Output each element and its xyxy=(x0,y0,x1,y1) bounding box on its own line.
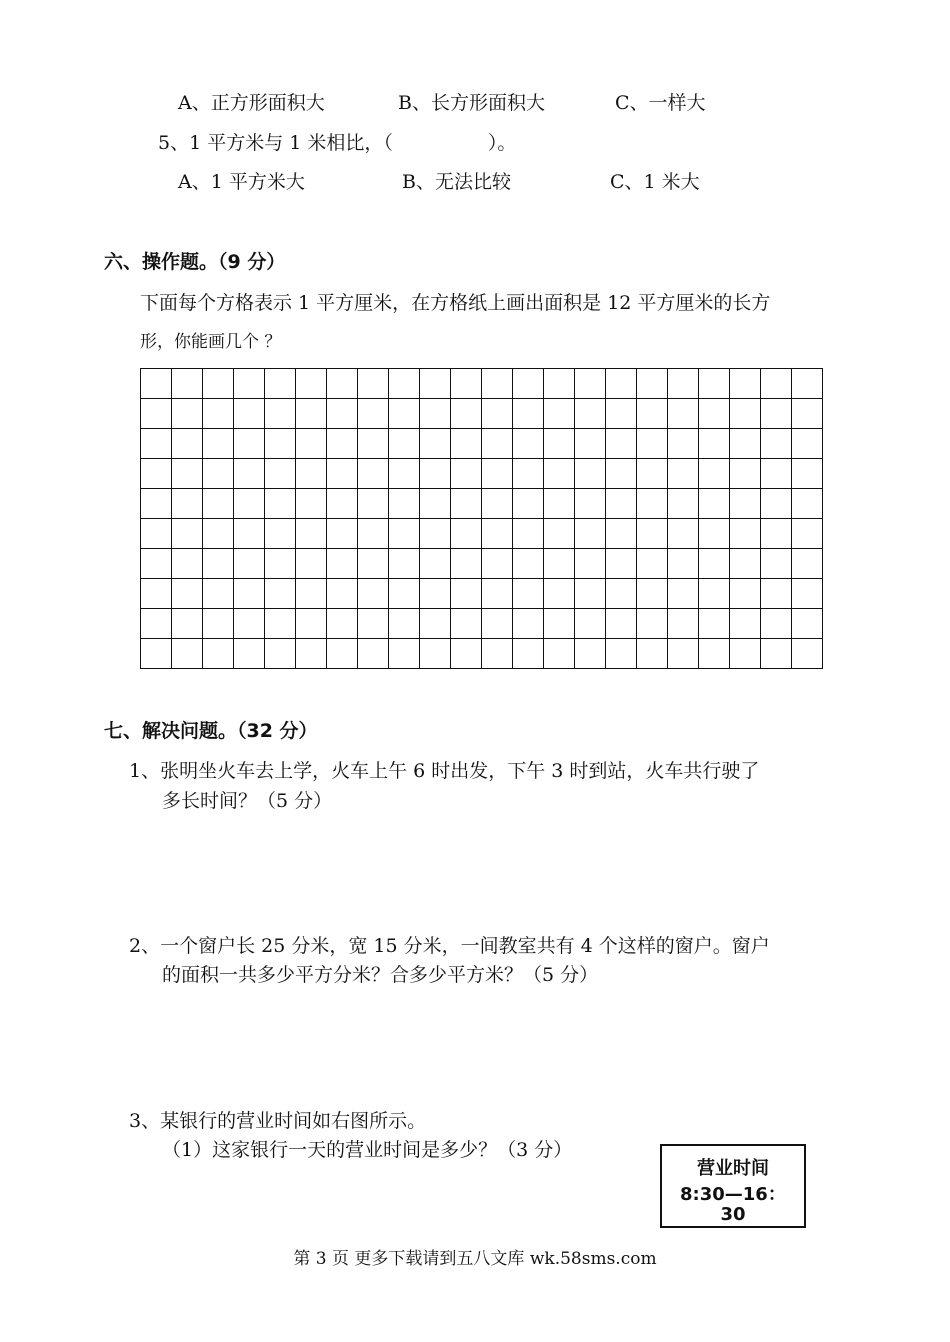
grid-cell xyxy=(513,459,544,489)
grid-cell xyxy=(637,579,668,609)
grid-cell xyxy=(792,459,823,489)
grid-cell xyxy=(513,369,544,399)
grid-cell xyxy=(668,549,699,579)
grid-cell xyxy=(544,609,575,639)
q4-option-b: B、长方形面积大 xyxy=(398,92,545,114)
q5-stem: 5、1 平方米与 1 米相比，（ ）。 xyxy=(158,132,517,154)
grid-cell xyxy=(141,489,172,519)
grid-row xyxy=(141,549,823,579)
grid-cell xyxy=(172,429,203,459)
grid-cell xyxy=(358,459,389,489)
grid-cell xyxy=(606,429,637,459)
grid-row xyxy=(141,639,823,669)
grid-cell xyxy=(761,369,792,399)
grid-cell xyxy=(358,429,389,459)
grid-cell xyxy=(761,519,792,549)
grid-cell xyxy=(265,489,296,519)
grid-cell xyxy=(544,399,575,429)
grid-cell xyxy=(234,489,265,519)
grid-cell xyxy=(730,609,761,639)
grid-cell xyxy=(141,639,172,669)
grid-cell xyxy=(482,549,513,579)
grid-cell xyxy=(513,519,544,549)
grid-cell xyxy=(513,399,544,429)
grid-cell xyxy=(389,429,420,459)
grid-cell xyxy=(358,519,389,549)
grid-cell xyxy=(606,639,637,669)
grid-cell xyxy=(172,579,203,609)
grid-cell xyxy=(575,519,606,549)
grid-cell xyxy=(699,459,730,489)
grid-cell xyxy=(327,549,358,579)
grid-cell xyxy=(389,549,420,579)
grid-cell xyxy=(234,459,265,489)
grid-cell xyxy=(265,519,296,549)
grid-cell xyxy=(513,489,544,519)
grid-cell xyxy=(637,519,668,549)
grid-cell xyxy=(234,579,265,609)
grid-cell xyxy=(420,519,451,549)
grid-cell xyxy=(420,639,451,669)
grid-cell xyxy=(451,609,482,639)
grid-cell xyxy=(420,429,451,459)
q5-option-b: B、无法比较 xyxy=(402,171,511,193)
grid-cell xyxy=(668,579,699,609)
grid-cell xyxy=(296,519,327,549)
grid-cell xyxy=(451,639,482,669)
grid-cell xyxy=(792,369,823,399)
grid-cell xyxy=(699,519,730,549)
grid-cell xyxy=(575,429,606,459)
grid-cell xyxy=(699,369,730,399)
grid-cell xyxy=(389,639,420,669)
grid-row xyxy=(141,579,823,609)
grid-cell xyxy=(513,639,544,669)
grid-cell xyxy=(637,369,668,399)
grid-cell xyxy=(792,519,823,549)
grid-cell xyxy=(265,609,296,639)
problem3-line1: 3、某银行的营业时间如右图所示。 xyxy=(129,1110,427,1132)
grid-cell xyxy=(544,369,575,399)
grid-cell xyxy=(544,549,575,579)
grid-cell xyxy=(203,639,234,669)
grid-cell xyxy=(730,519,761,549)
grid-cell xyxy=(358,489,389,519)
grid-cell xyxy=(358,579,389,609)
grid-cell xyxy=(544,429,575,459)
grid-cell xyxy=(296,399,327,429)
grid-cell xyxy=(668,519,699,549)
grid-cell xyxy=(327,399,358,429)
grid-cell xyxy=(730,489,761,519)
grid-cell xyxy=(730,429,761,459)
page-footer: 第 3 页 更多下载请到五八文库 wk.58sms.com xyxy=(293,1249,657,1269)
grid-cell xyxy=(451,399,482,429)
grid-cell xyxy=(637,489,668,519)
grid-cell xyxy=(141,369,172,399)
grid-cell xyxy=(699,639,730,669)
grid-cell xyxy=(482,429,513,459)
grid-cell xyxy=(203,459,234,489)
grid-cell xyxy=(327,369,358,399)
grid-cell xyxy=(296,609,327,639)
grid-cell xyxy=(172,639,203,669)
grid-cell xyxy=(575,489,606,519)
grid-cell xyxy=(172,609,203,639)
grid-cell xyxy=(482,459,513,489)
grid-cell xyxy=(296,459,327,489)
grid-cell xyxy=(172,489,203,519)
grid-cell xyxy=(420,489,451,519)
grid-cell xyxy=(575,609,606,639)
problem3-sub1: （1）这家银行一天的营业时间是多少？（3 分） xyxy=(162,1139,573,1161)
grid-cell xyxy=(668,399,699,429)
q5-option-a: A、1 平方米大 xyxy=(178,171,305,193)
grid-cell xyxy=(792,579,823,609)
grid-cell xyxy=(451,579,482,609)
grid-cell xyxy=(327,579,358,609)
grid-cell xyxy=(234,399,265,429)
grid-cell xyxy=(482,489,513,519)
grid-cell xyxy=(606,609,637,639)
grid-cell xyxy=(420,399,451,429)
grid-cell xyxy=(575,399,606,429)
grid-cell xyxy=(296,429,327,459)
grid-cell xyxy=(699,399,730,429)
grid-cell xyxy=(637,399,668,429)
grid-cell xyxy=(792,489,823,519)
grid-cell xyxy=(203,579,234,609)
problem2-line2: 的面积一共多少平方分米？合多少平方米？（5 分） xyxy=(162,964,599,986)
grid-row xyxy=(141,459,823,489)
grid-cell xyxy=(730,639,761,669)
business-hours-title: 营业时间 xyxy=(697,1158,769,1179)
grid-cell xyxy=(730,369,761,399)
grid-cell xyxy=(761,609,792,639)
grid-cell xyxy=(761,429,792,459)
grid-cell xyxy=(699,609,730,639)
grid-cell xyxy=(606,369,637,399)
grid-cell xyxy=(265,459,296,489)
grid-cell xyxy=(668,639,699,669)
grid-cell xyxy=(420,369,451,399)
grid-cell xyxy=(420,549,451,579)
business-hours-value-line1: 8:30—16： xyxy=(680,1184,786,1205)
grid-cell xyxy=(606,459,637,489)
grid-cell xyxy=(761,579,792,609)
grid-cell xyxy=(513,429,544,459)
square-grid xyxy=(140,368,823,669)
grid-cell xyxy=(296,549,327,579)
grid-cell xyxy=(699,429,730,459)
grid-cell xyxy=(296,489,327,519)
grid-cell xyxy=(172,399,203,429)
grid-cell xyxy=(730,399,761,429)
grid-cell xyxy=(575,579,606,609)
grid-cell xyxy=(575,549,606,579)
grid-cell xyxy=(203,609,234,639)
grid-cell xyxy=(327,639,358,669)
problem1-line1: 1、张明坐火车去上学，火车上午 6 时出发，下午 3 时到站，火车共行驶了 xyxy=(129,760,760,782)
grid-cell xyxy=(792,429,823,459)
grid-cell xyxy=(482,519,513,549)
grid-cell xyxy=(482,399,513,429)
grid-cell xyxy=(389,459,420,489)
grid-cell xyxy=(141,399,172,429)
grid-cell xyxy=(451,549,482,579)
grid-cell xyxy=(172,549,203,579)
grid-cell xyxy=(451,429,482,459)
grid-cell xyxy=(668,609,699,639)
grid-cell xyxy=(637,609,668,639)
grid-cell xyxy=(761,489,792,519)
grid-cell xyxy=(606,579,637,609)
grid-cell xyxy=(792,399,823,429)
grid-cell xyxy=(792,639,823,669)
grid-cell xyxy=(730,459,761,489)
grid-cell xyxy=(203,519,234,549)
grid-cell xyxy=(265,399,296,429)
grid-cell xyxy=(792,609,823,639)
section6-text-line2: 形，你能画几个 ？ xyxy=(140,332,282,352)
grid-cell xyxy=(420,609,451,639)
grid-cell xyxy=(420,459,451,489)
grid-cell xyxy=(575,459,606,489)
grid-cell xyxy=(637,459,668,489)
grid-cell xyxy=(265,369,296,399)
grid-row xyxy=(141,369,823,399)
grid-row xyxy=(141,609,823,639)
grid-cell xyxy=(234,519,265,549)
grid-cell xyxy=(203,399,234,429)
grid-cell xyxy=(265,429,296,459)
grid-cell xyxy=(389,579,420,609)
grid-cell xyxy=(203,369,234,399)
grid-cell xyxy=(544,459,575,489)
grid-cell xyxy=(327,429,358,459)
grid-cell xyxy=(451,369,482,399)
grid-cell xyxy=(141,459,172,489)
grid-cell xyxy=(668,369,699,399)
grid-cell xyxy=(606,489,637,519)
grid-cell xyxy=(668,489,699,519)
grid-cell xyxy=(389,369,420,399)
grid-cell xyxy=(761,459,792,489)
grid-row xyxy=(141,429,823,459)
grid-cell xyxy=(141,549,172,579)
grid-cell xyxy=(327,609,358,639)
grid-cell xyxy=(761,639,792,669)
business-hours-value-line2: 30 xyxy=(720,1204,746,1225)
grid-cell xyxy=(699,549,730,579)
grid-cell xyxy=(451,489,482,519)
grid-cell xyxy=(730,549,761,579)
grid-cell xyxy=(358,369,389,399)
grid-cell xyxy=(172,459,203,489)
grid-cell xyxy=(265,579,296,609)
business-hours-box xyxy=(660,1144,806,1228)
grid-cell xyxy=(141,519,172,549)
grid-cell xyxy=(637,429,668,459)
grid-cell xyxy=(482,369,513,399)
grid-cell xyxy=(265,549,296,579)
grid-cell xyxy=(203,549,234,579)
grid-cell xyxy=(358,399,389,429)
grid-cell xyxy=(668,459,699,489)
grid-cell xyxy=(296,639,327,669)
grid-cell xyxy=(451,459,482,489)
section7-title: 七、解决问题。（32 分） xyxy=(104,720,318,742)
grid-row xyxy=(141,519,823,549)
grid-cell xyxy=(544,639,575,669)
grid-cell xyxy=(730,579,761,609)
q4-option-a: A、正方形面积大 xyxy=(178,92,325,114)
grid-cell xyxy=(141,579,172,609)
grid-cell xyxy=(389,399,420,429)
grid-cell xyxy=(699,579,730,609)
grid-cell xyxy=(420,579,451,609)
problem1-line2: 多长时间？（5 分） xyxy=(162,790,333,812)
grid-cell xyxy=(544,519,575,549)
grid-cell xyxy=(482,579,513,609)
grid-cell xyxy=(358,549,389,579)
grid-cell xyxy=(327,489,358,519)
grid-cell xyxy=(389,489,420,519)
grid-cell xyxy=(234,639,265,669)
grid-cell xyxy=(513,579,544,609)
grid-cell xyxy=(482,639,513,669)
q5-option-c: C、1 米大 xyxy=(610,171,700,193)
grid-cell xyxy=(141,609,172,639)
grid-row xyxy=(141,399,823,429)
grid-cell xyxy=(575,639,606,669)
grid-cell xyxy=(575,369,606,399)
grid-cell xyxy=(513,609,544,639)
grid-cell xyxy=(761,399,792,429)
q4-option-c: C、一样大 xyxy=(615,92,706,114)
grid-cell xyxy=(606,549,637,579)
grid-cell xyxy=(389,519,420,549)
grid-cell xyxy=(482,609,513,639)
grid-cell xyxy=(234,609,265,639)
grid-cell xyxy=(203,489,234,519)
grid-cell xyxy=(141,429,172,459)
grid-cell xyxy=(606,519,637,549)
section6-title: 六、操作题。（9 分） xyxy=(104,251,286,273)
grid-cell xyxy=(358,639,389,669)
grid-cell xyxy=(234,549,265,579)
grid-cell xyxy=(544,489,575,519)
grid-cell xyxy=(513,549,544,579)
grid-cell xyxy=(327,519,358,549)
grid-cell xyxy=(544,579,575,609)
grid-cell xyxy=(296,579,327,609)
grid-cell xyxy=(265,639,296,669)
grid-cell xyxy=(699,489,730,519)
grid-cell xyxy=(389,609,420,639)
grid-cell xyxy=(761,549,792,579)
grid-cell xyxy=(234,429,265,459)
problem2-line1: 2、一个窗户长 25 分米，宽 15 分米，一间教室共有 4 个这样的窗户。窗户 xyxy=(129,935,770,957)
grid-cell xyxy=(451,519,482,549)
grid-cell xyxy=(203,429,234,459)
grid-cell xyxy=(637,549,668,579)
grid-cell xyxy=(327,459,358,489)
grid-cell xyxy=(358,609,389,639)
grid-cell xyxy=(668,429,699,459)
grid-row xyxy=(141,489,823,519)
grid-cell xyxy=(296,369,327,399)
grid-cell xyxy=(172,519,203,549)
section6-text-line1: 下面每个方格表示 1 平方厘米，在方格纸上画出面积是 12 平方厘米的长方 xyxy=(140,292,771,314)
grid-cell xyxy=(234,369,265,399)
grid-cell xyxy=(637,639,668,669)
grid-cell xyxy=(606,399,637,429)
grid-cell xyxy=(172,369,203,399)
grid-cell xyxy=(792,549,823,579)
